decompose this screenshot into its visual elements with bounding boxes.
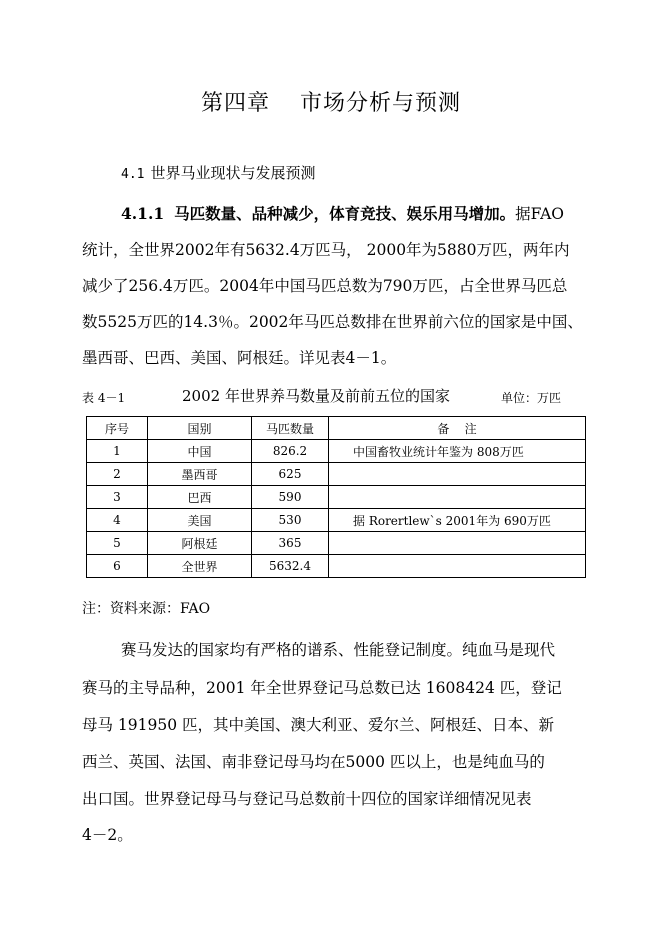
table-cell: 中国畜牧业统计年鉴为 808万匹 xyxy=(329,440,586,463)
table-row xyxy=(87,532,586,555)
table-cell: 阿根廷 xyxy=(148,532,252,555)
table-cell: 墨西哥 xyxy=(148,463,252,486)
table-cell: 6 xyxy=(87,555,148,578)
table-cell: 全世界 xyxy=(148,555,252,578)
table-cell xyxy=(329,486,586,509)
column-header: 序号 xyxy=(87,417,148,440)
table-cell: 1 xyxy=(87,440,148,463)
table-cell xyxy=(329,555,586,578)
table-cell: 中国 xyxy=(148,440,252,463)
table-cell: 5 xyxy=(87,532,148,555)
section-number: 4.1 xyxy=(121,167,145,182)
chapter-label: 第四章 xyxy=(200,91,270,116)
table-cell xyxy=(329,532,586,555)
section-heading xyxy=(121,162,316,183)
table-row xyxy=(87,509,586,532)
subsection-line: 据FAO xyxy=(515,205,564,223)
chapter-title xyxy=(0,86,662,117)
subsection-line: 数5525万匹的14.3％。2002年马匹总数排在世界前六位的国家是中国、 xyxy=(82,313,583,331)
table-title: 2002 年世界养马数量及前前五位的国家 xyxy=(182,387,450,405)
table-row xyxy=(87,486,586,509)
chapter-name: 市场分析与预测 xyxy=(300,91,462,116)
column-header: 国别 xyxy=(148,417,252,440)
table-cell: 据 Rorertlew`s 2001年为 690万匹 xyxy=(329,509,586,532)
table-cell: 826.2 xyxy=(252,440,329,463)
table-row xyxy=(87,555,586,578)
table-cell: 530 xyxy=(252,509,329,532)
table-unit: 单位：万匹 xyxy=(501,391,562,405)
table-source-note: 注：资料来源：FAO xyxy=(82,601,211,617)
paragraph-line: 母马 191950 匹，其中美国、澳大利亚、爱尔兰、阿根廷、日本、新 xyxy=(82,716,555,734)
paragraph-line: 4－2。 xyxy=(82,826,133,844)
column-header: 马匹数量 xyxy=(252,417,329,440)
horse-count-table xyxy=(86,416,586,578)
paragraph-line: 赛马的主导品种，2001 年全世界登记马总数已达 1608424 匹，登记 xyxy=(82,679,562,697)
paragraph-line: 赛马发达的国家均有严格的谱系、性能登记制度。纯血马是现代 xyxy=(121,641,556,659)
subsection-line: 减少了256.4万匹。2004年中国马匹总数为790万匹，占全世界马匹总 xyxy=(82,277,568,295)
table-cell: 美国 xyxy=(148,509,252,532)
table-header-row xyxy=(87,417,586,440)
table-label: 表 4－1 xyxy=(82,391,126,405)
paragraph-line: 西兰、英国、法国、南非登记母马均在5000 匹以上，也是纯血马的 xyxy=(82,753,545,771)
column-header: 备 注 xyxy=(329,417,586,440)
subsection-heading: 马匹数量、品种减少，体育竞技、娱乐用马增加。 xyxy=(174,205,516,223)
subsection-line: 统计，全世界2002年有5632.4万匹马， 2000年为5880万匹，两年内 xyxy=(82,241,570,259)
table-cell: 巴西 xyxy=(148,486,252,509)
subsection-first-line xyxy=(121,202,564,224)
table-cell xyxy=(329,463,586,486)
table-cell: 2 xyxy=(87,463,148,486)
table-cell: 590 xyxy=(252,486,329,509)
section-title: 世界马业现状与发展预测 xyxy=(150,164,316,182)
table-row xyxy=(87,440,586,463)
table-row xyxy=(87,463,586,486)
subsection-number: 4.1.1 xyxy=(121,204,165,223)
subsection-line: 墨西哥、巴西、美国、阿根廷。详见表4－1。 xyxy=(82,349,397,367)
table-cell: 4 xyxy=(87,509,148,532)
table-cell: 3 xyxy=(87,486,148,509)
paragraph-line: 出口国。世界登记母马与登记马总数前十四位的国家详细情况见表 xyxy=(82,790,532,808)
table-cell: 625 xyxy=(252,463,329,486)
table-cell: 5632.4 xyxy=(252,555,329,578)
table-cell: 365 xyxy=(252,532,329,555)
